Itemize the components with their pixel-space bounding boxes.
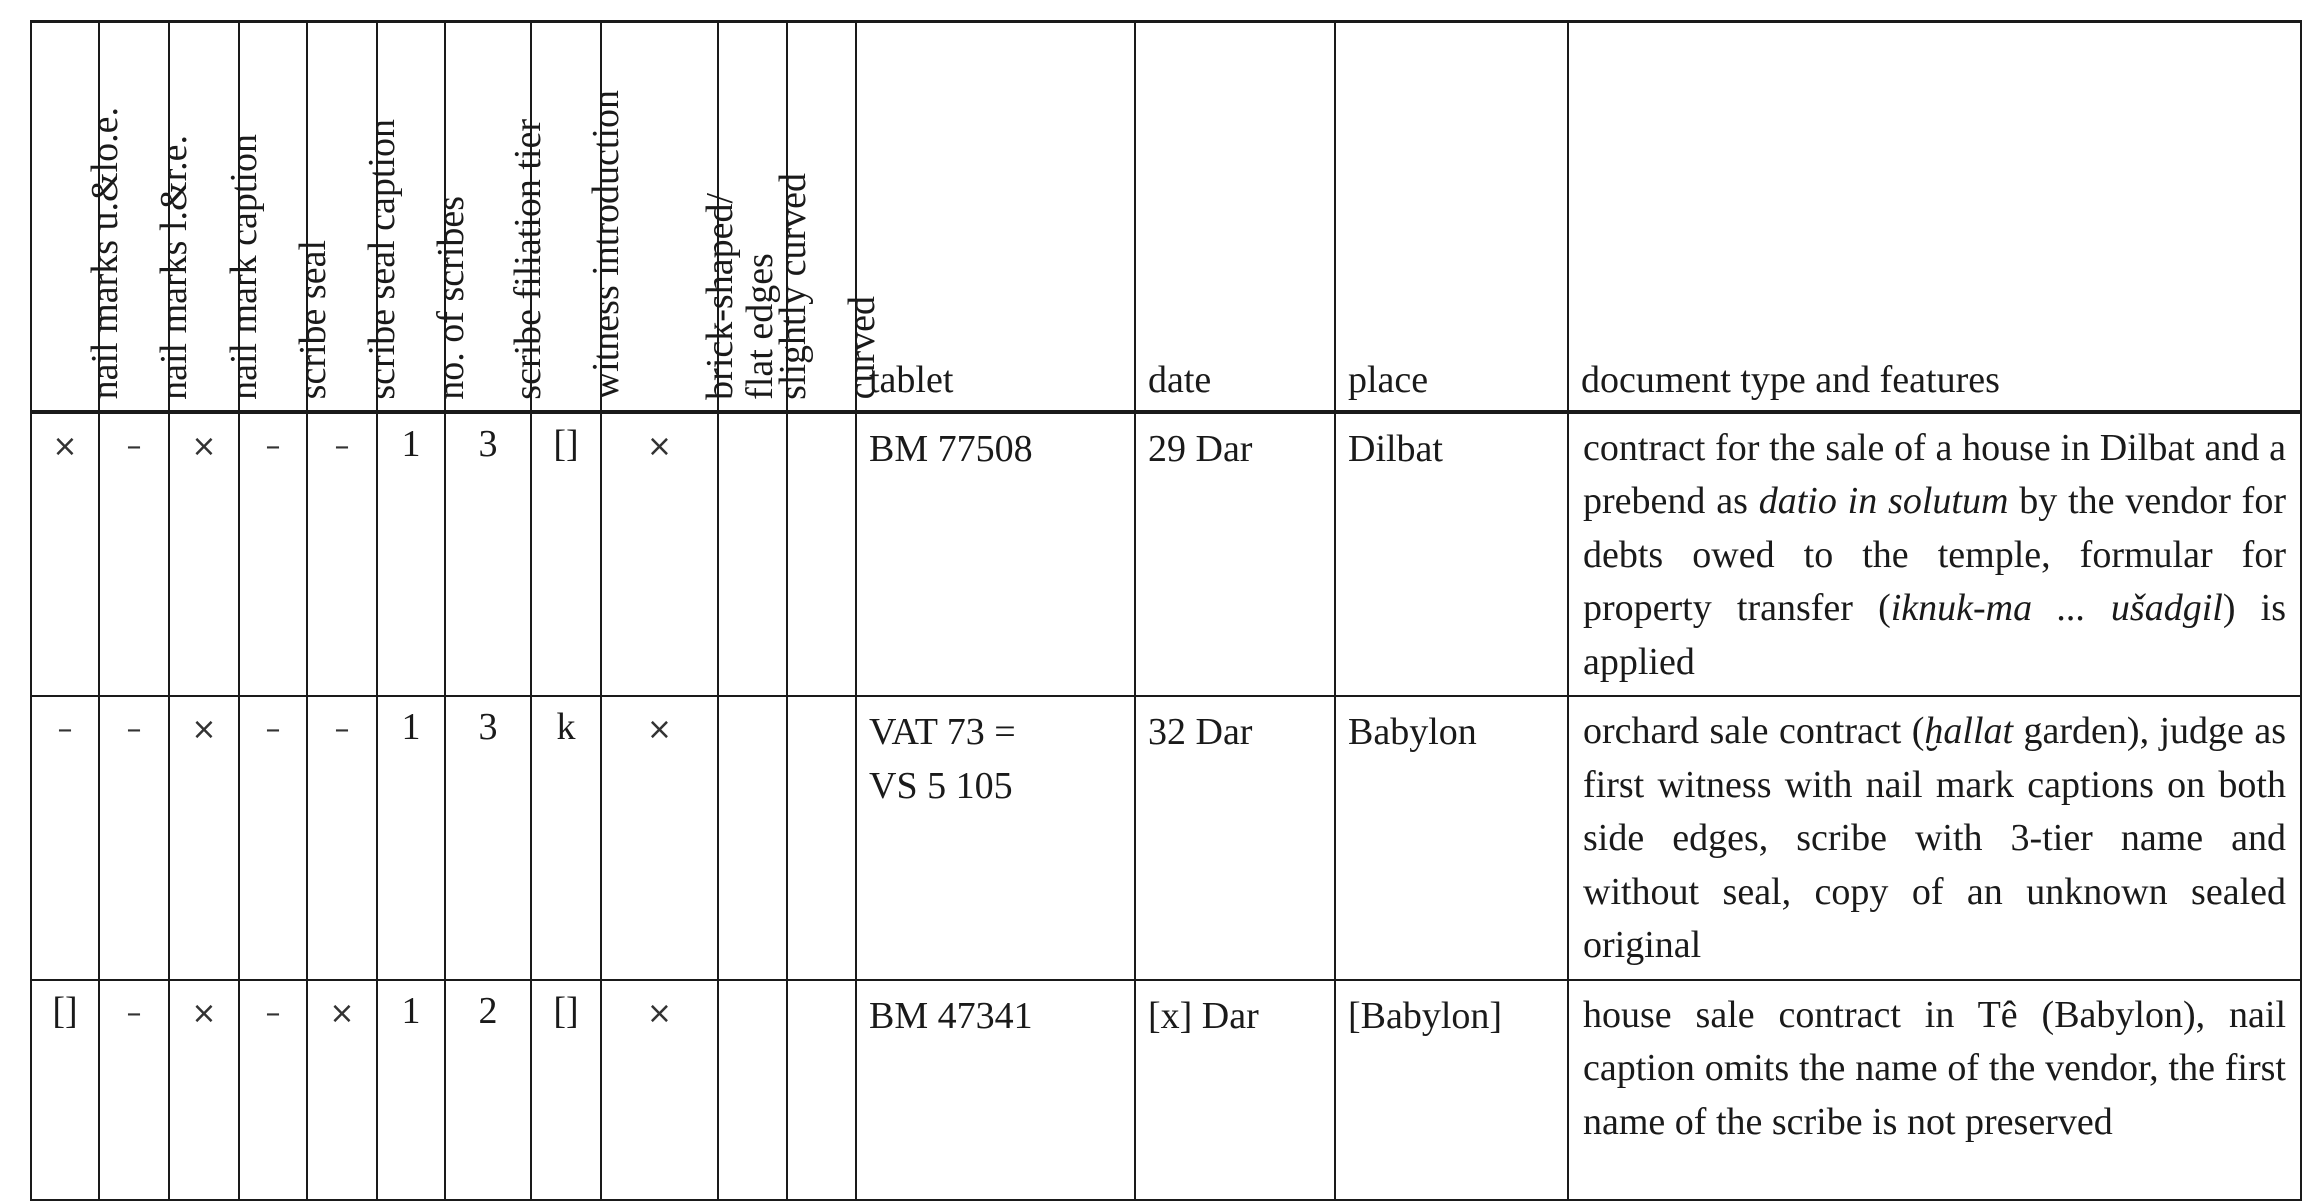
cell-nail-marks-ule: × <box>52 428 78 464</box>
col-header-nail-marks-ule: nail marks u.&lo.e. <box>31 22 99 412</box>
col-header-no-of-scribes: no. of scribes <box>377 22 445 412</box>
cell-scribe-filiation-tier: 2 <box>445 980 531 1200</box>
cell-nail-marks-ule: [] <box>31 980 99 1200</box>
cell-no-of-scribes: 1 <box>377 412 445 697</box>
cell-slightly-curved <box>718 980 787 1200</box>
col-header-place: place <box>1335 22 1568 412</box>
table-row <box>31 412 2301 697</box>
cell-place: Babylon <box>1335 696 1568 980</box>
cell-no-of-scribes: 1 <box>377 696 445 980</box>
col-header-scribe-seal: scribe seal <box>239 22 307 412</box>
cell-date: 32 Dar <box>1135 696 1335 980</box>
cell-curved <box>787 980 856 1200</box>
cell-nail-marks-lre: – <box>126 712 142 747</box>
cell-nail-marks-lre: – <box>126 995 142 1031</box>
cell-scribe-seal-caption: – <box>334 428 350 464</box>
cell-nail-marks-lre: – <box>126 428 142 464</box>
cell-slightly-curved <box>718 412 787 697</box>
cell-nail-mark-caption: × <box>191 428 217 464</box>
cell-scribe-filiation-tier: 3 <box>445 696 531 980</box>
cell-nail-marks-ule: – <box>57 712 73 747</box>
cell-document-type: orchard sale contract (ḫallat garden), judge as first witness with nail mark captions on both side edges, scribe with 3-tier name and without seal, copy of an unknown sealed original <box>1568 696 2301 980</box>
brick-shaped-label: brick-shaped/ flat edges <box>698 192 781 400</box>
cell-witness-introduction: [] <box>531 980 601 1200</box>
cell-scribe-seal: – <box>265 428 281 464</box>
cell-nail-mark-caption: × <box>191 712 217 747</box>
col-header-slightly-curved: slightly curved <box>718 22 787 412</box>
cell-nail-mark-caption: × <box>191 995 217 1031</box>
cell-scribe-seal: – <box>265 995 281 1031</box>
table-row <box>31 980 2301 1200</box>
col-header-date: date <box>1135 22 1335 412</box>
col-header-scribe-seal-caption: scribe seal caption <box>307 22 377 412</box>
cell-brick-shaped: × <box>646 428 673 464</box>
cell-slightly-curved <box>718 696 787 980</box>
cell-brick-shaped: × <box>646 995 673 1031</box>
cell-tablet: BM 77508 <box>856 412 1135 697</box>
cell-scribe-seal-caption: × <box>329 995 355 1031</box>
col-header-nail-mark-caption: nail mark caption <box>169 22 239 412</box>
cell-place: Dilbat <box>1335 412 1568 697</box>
col-header-nail-marks-lre: nail marks l.&r.e. <box>99 22 169 412</box>
cell-curved <box>787 412 856 697</box>
cell-date: [x] Dar <box>1135 980 1335 1200</box>
cell-date: 29 Dar <box>1135 412 1335 697</box>
col-header-witness-introduction: witness introduction <box>531 22 601 412</box>
cell-witness-introduction: [] <box>531 412 601 697</box>
header-row <box>31 22 2301 412</box>
cell-scribe-seal: – <box>265 712 281 747</box>
cell-scribe-seal-caption: – <box>334 712 350 747</box>
cell-witness-introduction: k <box>531 696 601 980</box>
cell-tablet: BM 47341 <box>856 980 1135 1200</box>
cell-curved <box>787 696 856 980</box>
cell-tablet: VAT 73 = VS 5 105 <box>856 696 1135 980</box>
col-header-curved: curved <box>787 22 856 412</box>
cell-scribe-filiation-tier: 3 <box>445 412 531 697</box>
cell-place: [Babylon] <box>1335 980 1568 1200</box>
cell-document-type: contract for the sale of a house in Dilbat and a prebend as datio in solutum by the vendor for debts owed to the temple, formular for property transfer (iknuk-ma ... ušadgil) is applied <box>1568 412 2301 697</box>
table-row <box>31 696 2301 980</box>
cell-document-type: house sale contract in Tê (Babylon), nail caption omits the name of the vendor, the first name of the scribe is not preserved <box>1568 980 2301 1200</box>
cell-no-of-scribes: 1 <box>377 980 445 1200</box>
cell-brick-shaped: × <box>646 712 673 747</box>
tablet-features-table <box>30 20 2302 1201</box>
col-header-tablet: tablet <box>856 22 1135 412</box>
col-header-scribe-filiation-tier: scribe filiation tier <box>445 22 531 412</box>
col-header-document-type: document type and features <box>1568 22 2301 412</box>
col-header-brick-shaped <box>601 22 781 412</box>
